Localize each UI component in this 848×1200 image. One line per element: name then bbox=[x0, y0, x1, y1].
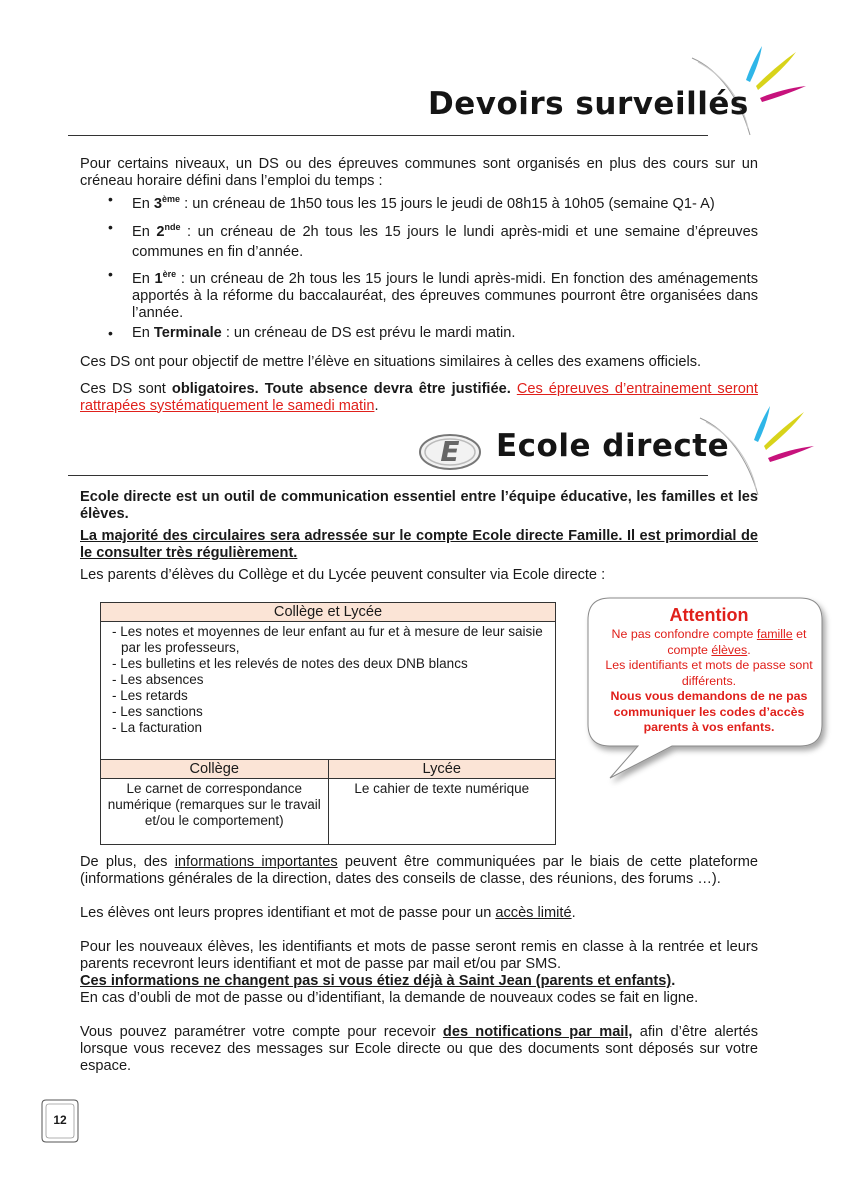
section-ecole-body bbox=[80, 489, 758, 584]
attention-text bbox=[596, 604, 822, 736]
objective-paragraph: Ces DS ont pour objectif de mettre l’élève en situations similaires à celles des examens officiels. bbox=[80, 353, 702, 370]
info-paragraph: De plus, des informations importantes peuvent être communiquées par le biais de cette plateforme (informations générales de la direction, dates des conseils de classe, des réunions, des forums …). bbox=[80, 854, 758, 887]
ecole-directe-logo bbox=[418, 432, 482, 472]
table-item: - Les bulletins et les relevés de notes des deux DNB blancs bbox=[112, 656, 468, 671]
table-header-college: Collège bbox=[101, 760, 329, 779]
table-item: - Les notes et moyennes de leur enfant au fur et à mesure de leur saisie par les professeurs, bbox=[112, 624, 543, 655]
table-item: - Les sanctions bbox=[112, 704, 203, 719]
title-rule bbox=[68, 475, 708, 476]
page-number: 12 bbox=[53, 1113, 67, 1127]
students-paragraph: Les élèves ont leurs propres identifiant et mot de passe pour un accès limité. bbox=[80, 905, 576, 921]
table-college-cell: Le carnet de correspondance numérique (remarques sur le travail et/ou le comportement) bbox=[101, 779, 329, 845]
no-change-paragraph: Ces informations ne changent pas si vous étiez déjà à Saint Jean (parents et enfants). bbox=[80, 973, 676, 989]
table-item: - Les absences bbox=[112, 672, 204, 687]
intro-bold-paragraph: Ecole directe est un outil de communication essentiel entre l’équipe éducative, les familles et les élèves. bbox=[80, 489, 758, 522]
logo-letter: E bbox=[440, 435, 460, 468]
list-item: • En 1ère : un créneau de 2h tous les 15 jours le lundi après-midi. En fonction des aménagements apportés à la réforme du baccalauréat, des épreuves communes pourront être organisées dans l’année. bbox=[80, 266, 758, 322]
attention-line3: Nous vous demandons de ne pas communiquer les codes d’accès parents à vos enfants. bbox=[610, 689, 808, 734]
parents-line: Les parents d’élèves du Collège et du Lycée peuvent consulter via Ecole directe : bbox=[80, 567, 606, 583]
section-title-devoirs: Devoirs surveillés bbox=[428, 86, 749, 122]
attention-title: Attention bbox=[669, 605, 749, 625]
attention-line1: Ne pas confondre compte famille et compte élèves. bbox=[611, 627, 807, 657]
table-header-college-lycee: Collège et Lycée bbox=[101, 603, 556, 622]
table-header-lycee: Lycée bbox=[328, 760, 556, 779]
intro-paragraph: Pour certains niveaux, un DS ou des épreuves communes sont organisés en plus des cours sur un créneau horaire défini dans l’emploi du temps : bbox=[80, 156, 758, 189]
mandatory-paragraph: Ces DS sont obligatoires. Toute absence devra être justifiée. Ces épreuves d’entrainement seront rattrapées systématiquement le samedi matin. bbox=[80, 380, 758, 414]
section-title-ecole-directe: Ecole directe bbox=[496, 428, 730, 464]
section-devoirs-body bbox=[80, 156, 758, 415]
level-list bbox=[80, 191, 758, 342]
table-item: - Les retards bbox=[112, 688, 188, 703]
title-rule bbox=[68, 135, 708, 136]
table-items-cell bbox=[101, 622, 556, 760]
list-item: • En 2nde : un créneau de 2h tous les 15 jours le lundi après-midi et une semaine d’épreuves communes en fin d’année. bbox=[80, 217, 758, 262]
table-item: - La facturation bbox=[112, 720, 203, 735]
table-lycee-cell: Le cahier de texte numérique bbox=[328, 779, 556, 845]
new-students-paragraph: Pour les nouveaux élèves, les identifiants et mots de passe seront remis en classe à la rentrée et leurs parents recevront leurs identifiant et mot de passe par mail et/ou par SMS. bbox=[80, 939, 758, 972]
consultation-table bbox=[100, 602, 556, 845]
list-item: • En 3ème : un créneau de 1h50 tous les 15 jours le jeudi de 08h15 à 10h05 (semaine Q1- A) bbox=[80, 191, 758, 213]
attention-line2: Les identifiants et mots de passe sont différents. bbox=[605, 658, 813, 688]
list-item: • En Terminale : un créneau de DS est prévu le mardi matin. bbox=[80, 325, 758, 342]
notifications-paragraph: Vous pouvez paramétrer votre compte pour recevoir des notifications par mail, afin d’être alertés lorsque vous recevez des messages sur Ecole directe ou que des documents sont déposés sur votre espace. bbox=[80, 1024, 759, 1074]
circulaires-paragraph: La majorité des circulaires sera adressée sur le compte Ecole directe Famille. Il est primordial de le consulter très régulièrement. bbox=[80, 528, 758, 561]
section-ecole-body-2 bbox=[80, 854, 758, 1075]
forgot-paragraph: En cas d’oubli de mot de passe ou d’identifiant, la demande de nouveaux codes se fait en ligne. bbox=[80, 990, 699, 1006]
